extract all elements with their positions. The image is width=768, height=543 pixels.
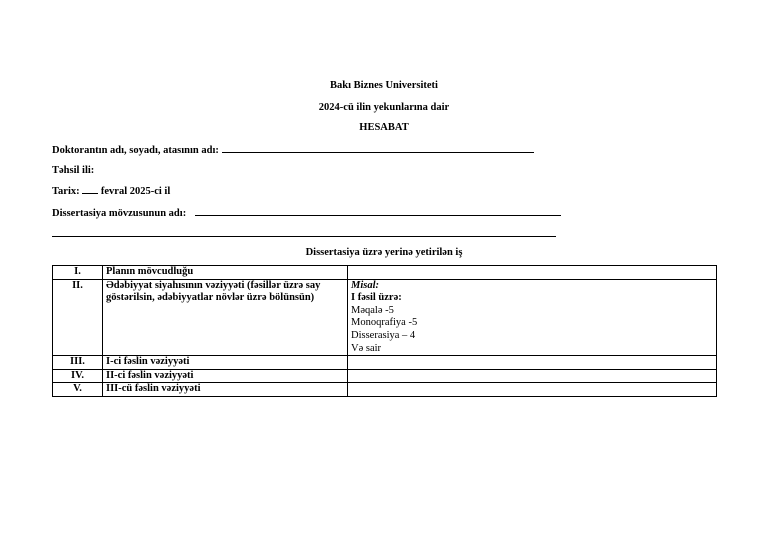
row-title: Ədəbiyyat siyahısının vəziyyəti (fəsillər üzrə say göstərilsin, ədəbiyyatlar növlər üzrə bölünsün) bbox=[103, 279, 348, 356]
row-number: IV. bbox=[53, 369, 103, 383]
table-row bbox=[53, 279, 717, 356]
table-row bbox=[53, 356, 717, 370]
report-title: HESABAT bbox=[359, 122, 409, 133]
row-number: III. bbox=[53, 356, 103, 370]
name-blank-line[interactable] bbox=[222, 142, 534, 153]
education-year-label: Təhsil ili: bbox=[52, 165, 95, 176]
row-content[interactable] bbox=[348, 279, 717, 356]
row-content[interactable] bbox=[348, 266, 717, 280]
row-number: I. bbox=[53, 266, 103, 280]
date-field bbox=[52, 183, 170, 198]
table-row bbox=[53, 369, 717, 383]
report-subtitle: 2024-cü ilin yekunlarına dair bbox=[318, 102, 450, 113]
table-row bbox=[53, 266, 717, 280]
row-content[interactable] bbox=[348, 356, 717, 370]
university-name: Bakı Biznes Universiteti bbox=[330, 80, 438, 91]
row-title: II-ci fəslin vəziyyəti bbox=[103, 369, 348, 383]
section-title: Dissertasiya üzrə yerinə yetirilən iş bbox=[305, 247, 463, 258]
table-row bbox=[53, 383, 717, 397]
row-content[interactable] bbox=[348, 383, 717, 397]
name-label: Doktorantın adı, soyadı, atasının adı: bbox=[52, 145, 219, 156]
topic-field bbox=[52, 205, 561, 220]
row-title: III-cü fəslin vəziyyəti bbox=[103, 383, 348, 397]
date-prefix: Tarix: bbox=[52, 186, 80, 197]
topic-label: Dissertasiya mövzusunun adı: bbox=[52, 208, 187, 219]
row-title: I-ci fəslin vəziyyəti bbox=[103, 356, 348, 370]
topic-blank-line[interactable] bbox=[195, 205, 561, 216]
name-field bbox=[52, 142, 534, 157]
row-content[interactable] bbox=[348, 369, 717, 383]
row-number: V. bbox=[53, 383, 103, 397]
topic-continuation-line[interactable] bbox=[52, 236, 556, 237]
example-label: Misal: bbox=[351, 279, 380, 291]
date-suffix: fevral 2025-ci il bbox=[100, 186, 171, 197]
list-item: Və sair bbox=[351, 342, 382, 354]
date-day-blank[interactable] bbox=[82, 183, 98, 194]
chapter-label: I fəsil üzrə: bbox=[351, 292, 402, 304]
row-number: II. bbox=[53, 279, 103, 356]
education-year-field bbox=[52, 164, 94, 177]
list-item: Disserasiya – 4 bbox=[351, 329, 416, 341]
work-table bbox=[52, 265, 717, 397]
list-item: Monoqrafiya -5 bbox=[351, 317, 418, 329]
list-item: Məqalə -5 bbox=[351, 304, 394, 316]
row-title: Planın mövcudluğu bbox=[103, 266, 348, 280]
